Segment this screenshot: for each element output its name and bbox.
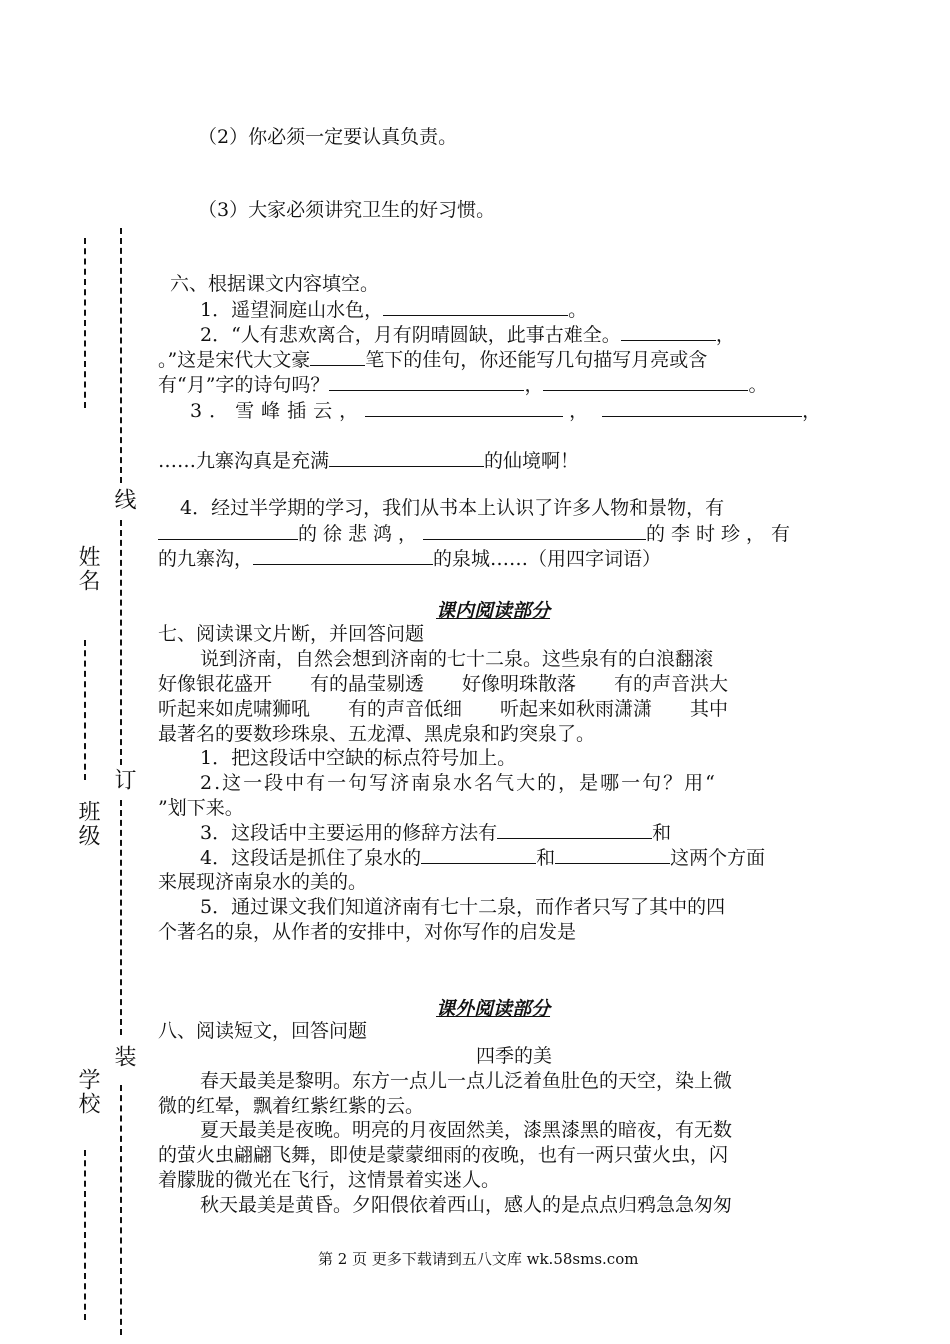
article-title: 四季的美 <box>476 1045 553 1067</box>
q6-line-7: 4．经过半学期的学习，我们从书本上认识了许多人物和景物，有 <box>180 497 725 519</box>
page-footer: 第 2 页 更多下载请到五八文库 wk.58sms.com <box>318 1250 639 1268</box>
margin-dashed-line-outer <box>84 238 86 408</box>
section-heading-extracurricular-reading: 课外阅读部分 <box>436 998 551 1020</box>
q6-line-5-sep: ， <box>569 400 589 422</box>
margin-dashed-line-inner <box>120 520 122 765</box>
q6-line-5-text: 3．雪峰插云， <box>190 400 366 422</box>
answer-blank[interactable] <box>253 546 433 565</box>
q6-line-8-end: 的李时珍，有 <box>646 523 797 545</box>
answer-blank[interactable] <box>497 820 652 839</box>
article-line: 着朦胧的微光在飞行，这情景着实迷人。 <box>158 1169 501 1191</box>
q6-line-6-end: 的仙境啊！ <box>484 450 580 472</box>
zhuang-cut-label: 装 <box>111 1045 136 1069</box>
answer-blank[interactable] <box>329 372 524 391</box>
q7-sub-5-cont: 个著名的泉，从作者的安排中，对你写作的启发是 <box>158 921 577 943</box>
answer-blank[interactable] <box>365 398 563 417</box>
q6-title: 六、根据课文内容填空。 <box>170 273 380 295</box>
q6-line-5-end: ， <box>802 400 822 422</box>
q7-sub-4-cont: 来展现济南泉水的美的。 <box>158 871 368 893</box>
answer-blank[interactable] <box>543 372 748 391</box>
ding-cut-label: 订 <box>111 768 136 792</box>
q7-sub-3-text: 3．这段话中主要运用的修辞方法有 <box>200 822 498 844</box>
section-heading-in-class-reading: 课内阅读部分 <box>436 600 551 622</box>
q6-line-9 <box>158 546 661 572</box>
q6-line-5 <box>190 398 821 424</box>
passage-line: 好像银花盛开 有的晶莹剔透 好像明珠散落 有的声音洪大 <box>158 673 729 695</box>
q6-line-2-end: ， <box>715 324 735 346</box>
margin-dashed-line-inner <box>120 228 122 483</box>
q6-line-1-end: 。 <box>568 299 588 321</box>
q6-line-3-text: 。”这是宋代大文豪 <box>158 349 311 371</box>
answer-blank[interactable] <box>555 845 670 864</box>
xian-cut-label: 线 <box>111 488 136 512</box>
q6-line-2-text: 2．“人有悲欢离合，月有阴晴圆缺，此事古难全。 <box>200 324 621 346</box>
q6-line-3 <box>158 347 707 373</box>
q8-title: 八、阅读短文，回答问题 <box>158 1020 368 1042</box>
q7-sub-1: 1．把这段话中空缺的标点符号加上。 <box>200 747 517 769</box>
q7-sub-4 <box>200 845 765 871</box>
q6-line-9-end: 的泉城……（用四字词语） <box>433 548 662 570</box>
passage-line: 听起来如虎啸狮吼 有的声音低细 听起来如秋雨潇潇 其中 <box>158 698 729 720</box>
answer-blank[interactable] <box>602 398 802 417</box>
q6-line-1-text: 1．遥望洞庭山水色， <box>200 299 384 321</box>
school-field-label: 学校 <box>75 1068 100 1116</box>
q6-line-1 <box>200 297 587 323</box>
answer-blank[interactable] <box>621 322 716 341</box>
article-line: 的萤火虫翩翩飞舞，即使是蒙蒙细雨的夜晚，也有一两只萤火虫，闪 <box>158 1144 729 1166</box>
answer-blank[interactable] <box>310 347 365 366</box>
q7-sub-4-and: 和 <box>536 847 556 869</box>
q6-line-8 <box>158 521 796 547</box>
margin-dashed-line-inner <box>120 800 122 1035</box>
q5-item-3: （3）大家必须讲究卫生的好习惯。 <box>198 199 496 221</box>
article-line: 秋天最美是黄昏。夕阳偎依着西山，感人的是点点归鸦急急匆匆 <box>200 1194 733 1216</box>
q7-sub-2-cont: ”划下来。 <box>158 797 244 819</box>
q6-line-4-end: 。 <box>748 374 768 396</box>
answer-blank[interactable] <box>421 845 536 864</box>
answer-blank[interactable] <box>423 521 646 540</box>
article-line: 微的红晕，飘着红紫红紫的云。 <box>158 1095 425 1117</box>
article-line: 春天最美是黎明。东方一点儿一点儿泛着鱼肚色的天空，染上微 <box>200 1070 733 1092</box>
q6-line-8-text: 的徐悲鸿， <box>298 523 424 545</box>
name-field-label: 姓名 <box>75 545 100 593</box>
q5-item-2: （2）你必须一定要认真负责。 <box>198 126 458 148</box>
q6-line-4-text: 有“月”字的诗句吗？ <box>158 374 330 396</box>
passage-line: 最著名的要数珍珠泉、五龙潭、黑虎泉和趵突泉了。 <box>158 723 596 745</box>
q6-line-6-text: ……九寨沟真是充满 <box>158 450 330 472</box>
margin-dashed-line-inner <box>120 1085 122 1335</box>
q7-sub-3 <box>200 820 671 846</box>
q7-sub-4-text: 4．这段话是抓住了泉水的 <box>200 847 422 869</box>
q6-line-4-sep: ， <box>524 374 544 396</box>
q7-title: 七、阅读课文片断，并回答问题 <box>158 623 425 645</box>
margin-dashed-line-outer <box>84 640 86 780</box>
q6-line-4 <box>158 372 767 398</box>
class-field-label: 班级 <box>75 800 100 848</box>
answer-blank[interactable] <box>158 521 298 540</box>
q7-sub-3-end: 和 <box>652 822 672 844</box>
q7-sub-2: 2.这一段中有一句写济南泉水名气大的，是哪一句？用“ <box>200 772 717 794</box>
q6-line-2 <box>200 322 735 348</box>
answer-blank[interactable] <box>383 297 568 316</box>
answer-blank[interactable] <box>329 448 484 467</box>
article-line: 夏天最美是夜晚。明亮的月夜固然美，漆黑漆黑的暗夜，有无数 <box>200 1119 733 1141</box>
margin-dashed-line-outer <box>84 1150 86 1320</box>
q7-sub-4-end: 这两个方面 <box>670 847 766 869</box>
q6-line-6 <box>158 448 579 474</box>
q6-line-3-end: 笔下的佳句，你还能写几句描写月亮或含 <box>365 349 708 371</box>
q7-sub-5: 5．通过课文我们知道济南有七十二泉，而作者只写了其中的四 <box>200 896 726 918</box>
q6-line-9-text: 的九寨沟， <box>158 548 254 570</box>
passage-line: 说到济南，自然会想到济南的七十二泉。这些泉有的白浪翻滚 <box>200 648 714 670</box>
